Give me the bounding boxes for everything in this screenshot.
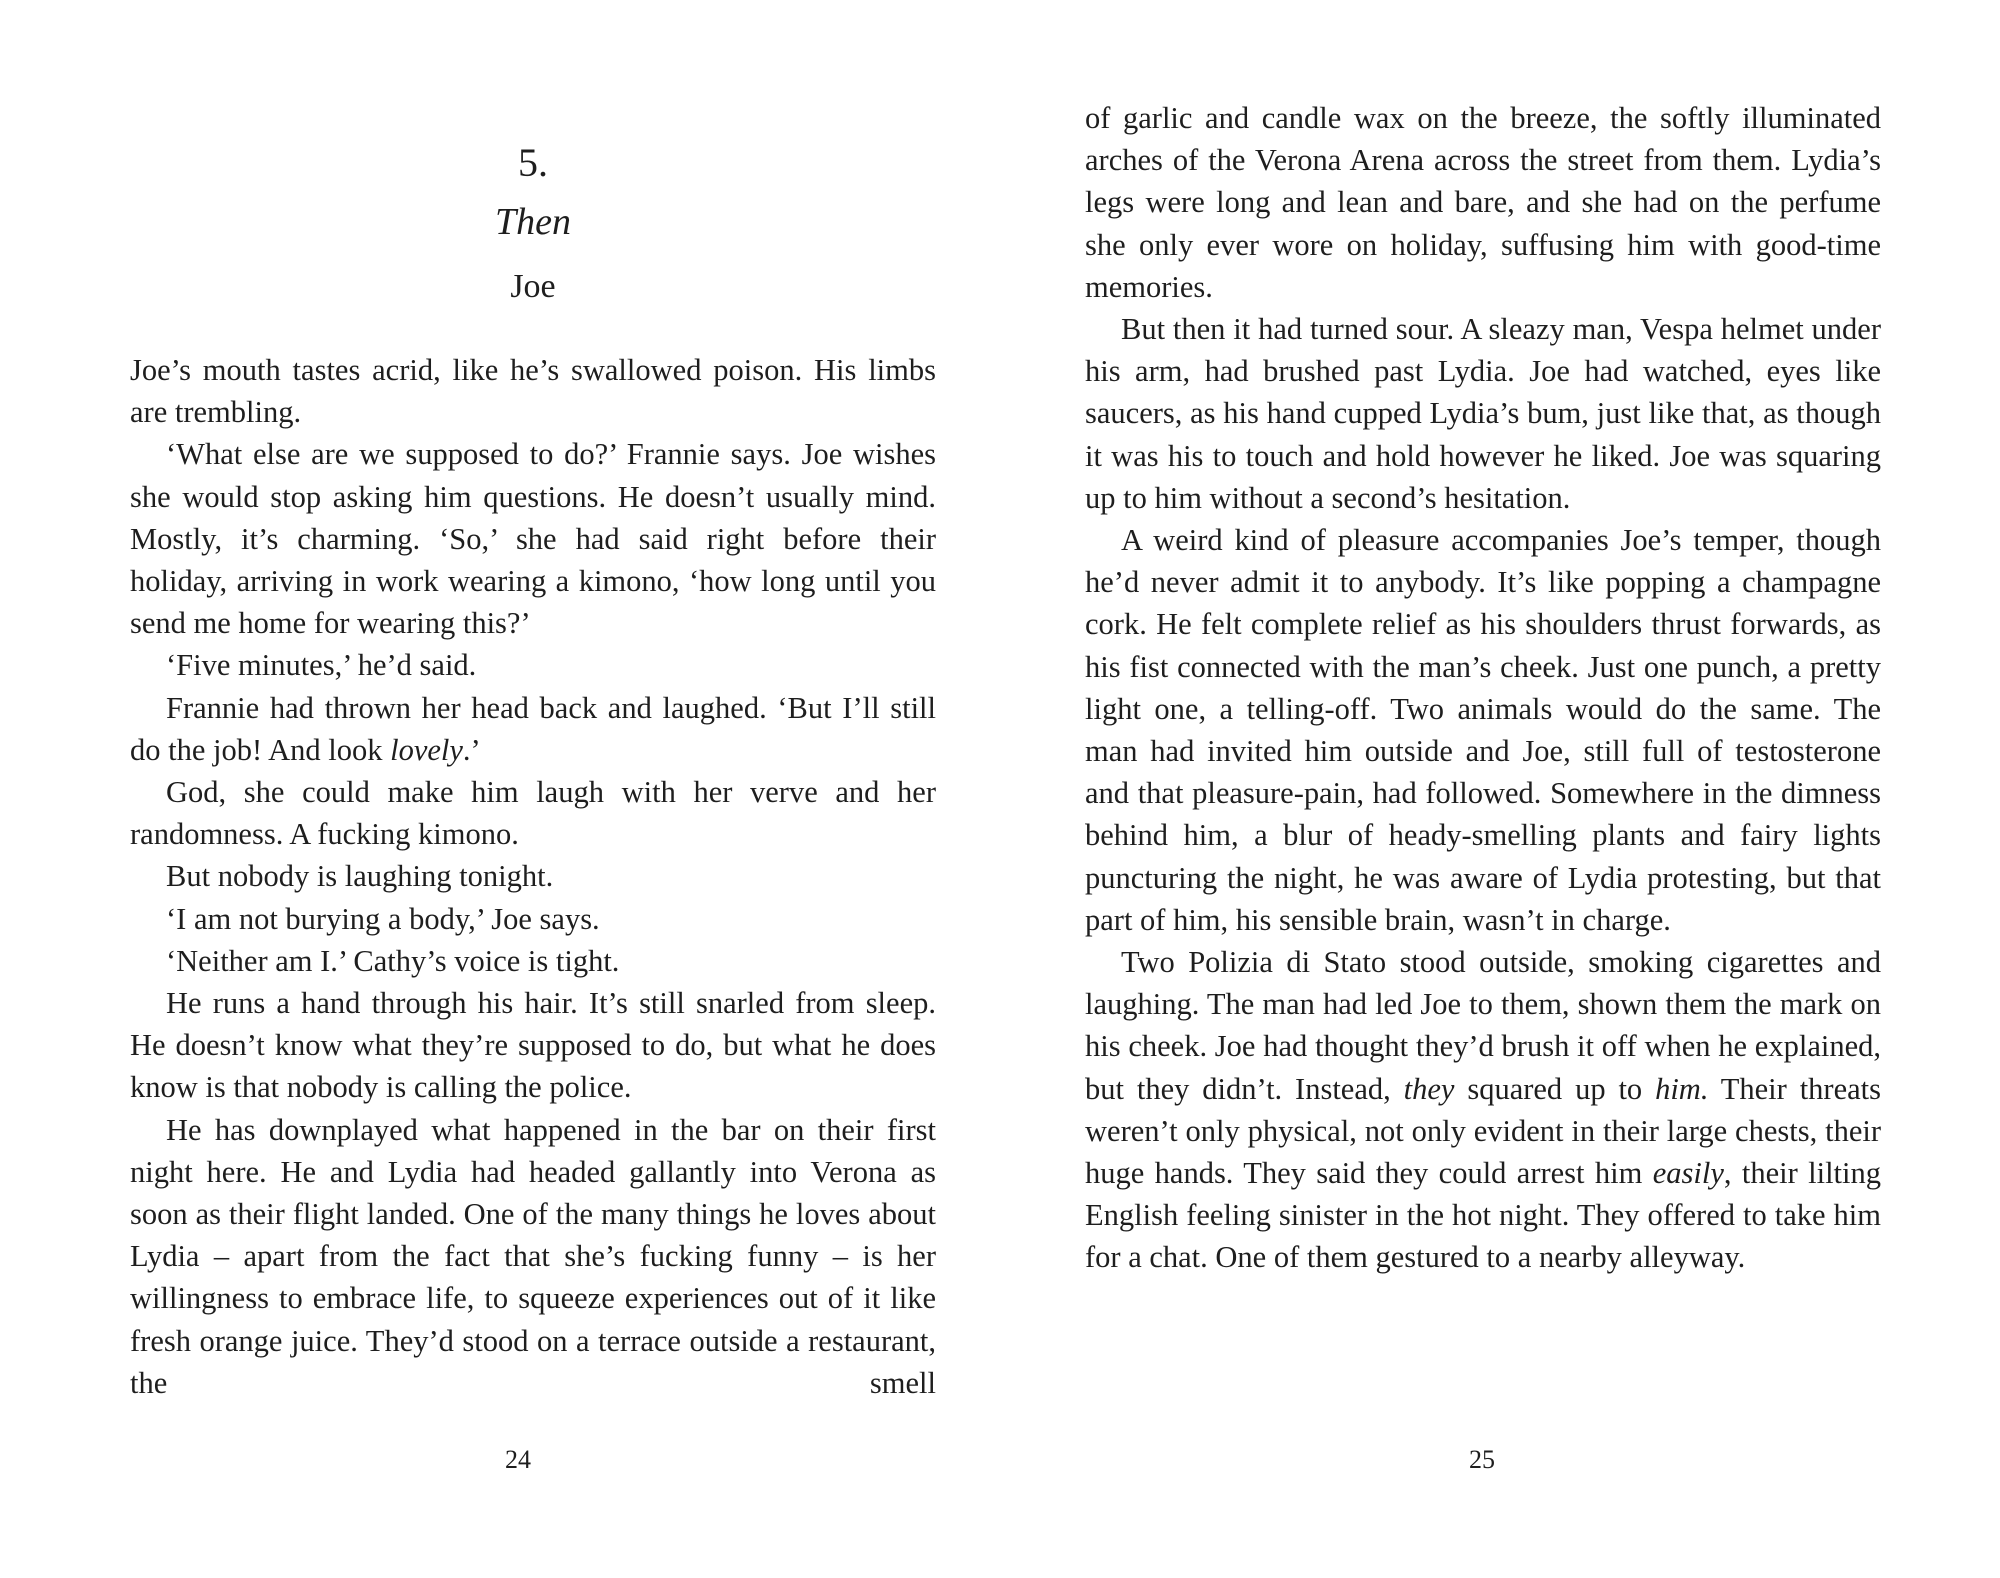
paragraph-text: , their lilting English feeling sinister in the hot night. They offered to take him for a chat. One of them gestured to a nearby alleyway. bbox=[1085, 1156, 1881, 1275]
paragraph: He has downplayed what happened in the bar on their first night here. He and Lydia had headed gallantly into Verona as soon as their flight landed. One of the many things he loves about Lydia – apart from the fact that she’s fucking funny – is her willingness to embrace life, to squeeze experiences out of it like fresh orange juice. They’d stood on a terrace outside a restaurant, the smell bbox=[130, 1112, 936, 1400]
paragraph: A weird kind of pleasure accompanies Joe’s temper, though he’d never admit it to anybody. It’s like popping a champagne cork. He felt complete relief as his shoulders thrust forwards, as his fist connected with the man’s cheek. Just one punch, a pretty light one, a telling-off. Two animals would do the same. The man had invited him outside and Joe, still full of testosterone and that pleasure-pain, had followed. Somewhere in the dimness behind him, a blur of heady-smelling plants and fairy lights puncturing the night, he was aware of Lydia protesting, but that part of him, his sensible brain, wasn’t in charge. bbox=[1085, 523, 1881, 937]
paragraph: But then it had turned sour. A sleazy man, Vespa helmet under his arm, had brushed past Lydia. Joe had watched, eyes like saucers, as his hand cupped Lydia’s bum, just like that, as though it was his to touch and hold however he liked. Joe was squaring up to him without a second’s hesitation. bbox=[1085, 312, 1881, 515]
paragraph: ‘What else are we supposed to do?’ Frannie says. Joe wishes she would stop asking him questions. He doesn’t usually mind. Mostly, it’s charming. ‘So,’ she had said right before their holiday, arriving in work wearing a kimono, ‘how long until you send me home for wearing this?’ bbox=[130, 437, 936, 641]
paragraph: Joe’s mouth tastes acrid, like he’s swallowed poison. His limbs are trembling. bbox=[130, 353, 936, 430]
paragraph: of garlic and candle wax on the breeze, the softly illuminated arches of the Verona Arena across the street from them. Lydia’s legs were long and lean and bare, and she had on the perfume she only ever wore on holiday, suffusing him with good-time memories. bbox=[1085, 101, 1881, 304]
paragraph-text: Two Polizia di Stato stood outside, smoking cigarettes and laughing. The man had led Joe to them, shown them the mark on his cheek. Joe had thought they’d brush it off when he explained, but they didn’t. Instead, bbox=[1085, 945, 1881, 1106]
paragraph: He runs a hand through his hair. It’s still snarled from sleep. He doesn’t know what they’re supposed to do, but what he does know is that nobody is calling the police. bbox=[130, 986, 936, 1105]
emphasis-text: they bbox=[1403, 1071, 1455, 1106]
emphasis-text: easily bbox=[1652, 1156, 1724, 1191]
chapter-number: 5. bbox=[518, 140, 548, 185]
page-number: 25 bbox=[1469, 1445, 1495, 1474]
paragraph: ‘I am not burying a body,’ Joe says. bbox=[166, 901, 600, 936]
paragraph bbox=[130, 687, 936, 771]
paragraph: ‘Neither am I.’ Cathy’s voice is tight. bbox=[166, 943, 620, 978]
page-number: 24 bbox=[505, 1445, 531, 1474]
right-page-body bbox=[1085, 97, 1881, 1279]
paragraph: But nobody is laughing tonight. bbox=[166, 859, 554, 894]
paragraph: ‘Five minutes,’ he’d said. bbox=[166, 648, 477, 683]
emphasis-text: lovely bbox=[390, 732, 463, 767]
left-page-body bbox=[130, 349, 936, 1404]
paragraph bbox=[1085, 941, 1881, 1279]
right-page bbox=[1000, 0, 2000, 1578]
paragraph-text: Frannie had thrown her head back and laughed. ‘But I’ll still do the job! And look bbox=[130, 690, 936, 767]
chapter-character-name: Joe bbox=[510, 268, 556, 305]
chapter-time-label: Then bbox=[495, 201, 571, 243]
emphasis-text: him. bbox=[1655, 1071, 1709, 1106]
paragraph: God, she could make him laugh with her verve and her randomness. A fucking kimono. bbox=[130, 775, 936, 852]
paragraph-text: squared up to bbox=[1454, 1071, 1656, 1106]
paragraph-text: Their threats weren’t only physical, not only evident in their large chests, their huge hands. They said they could arrest him bbox=[1085, 1071, 1881, 1191]
paragraph-text: .’ bbox=[462, 732, 481, 767]
